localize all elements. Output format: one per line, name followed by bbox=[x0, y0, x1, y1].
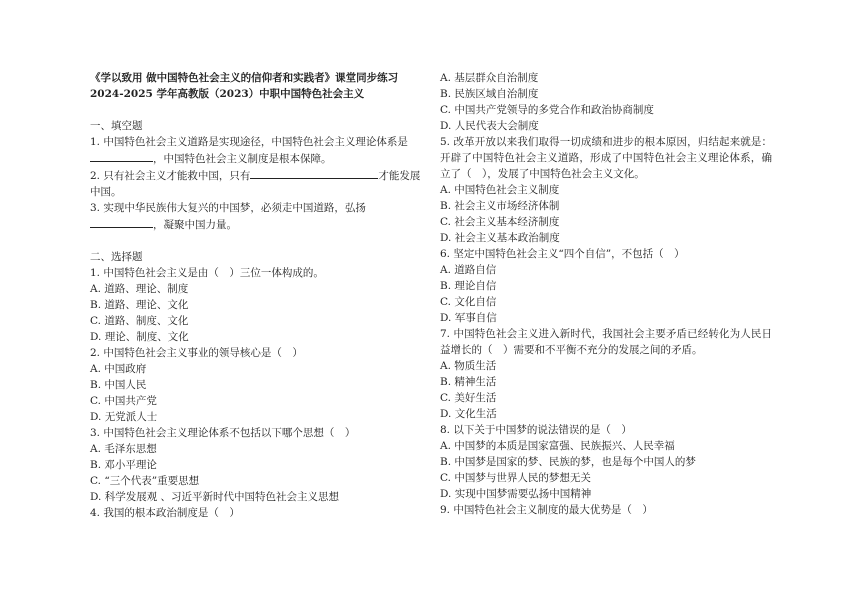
answer-option[interactable]: C. 社会主义基本经济制度 bbox=[440, 216, 560, 228]
answer-option[interactable]: B. 理论自信 bbox=[440, 280, 497, 292]
title-line-1: 《学以致用 做中国特色社会主义的信仰者和实践者》课堂同步练习 bbox=[90, 72, 399, 84]
fill-q1-line-2 bbox=[90, 150, 422, 167]
question-stem: 2. 中国特色社会主义事业的领导核心是（ ） bbox=[90, 347, 303, 359]
answer-option[interactable]: B. 民族区域自治制度 bbox=[440, 88, 539, 100]
left-question-list bbox=[90, 265, 422, 521]
fill-q2-head: 2. 只有社会主义才能救中国，只有 bbox=[90, 170, 251, 182]
answer-option[interactable]: D. 科学发展观 、习近平新时代中国特色社会主义思想 bbox=[90, 491, 340, 503]
answer-option[interactable]: C. 中国共产党 bbox=[90, 395, 157, 407]
answer-option[interactable]: C. 道路、制度、文化 bbox=[90, 315, 189, 327]
answer-blank[interactable] bbox=[90, 216, 153, 228]
answer-blank[interactable] bbox=[90, 150, 153, 162]
question-stem: 5. 改革开放以来我们取得一切成绩和进步的根本原因，归结起来就是：开辟了中国特色社会主义道路，形成了中国特色社会主义理论体系，确立了（ ），发展了中国特色社会主义文化。 bbox=[440, 136, 772, 180]
left-column bbox=[90, 70, 422, 521]
answer-option[interactable]: B. 邓小平理论 bbox=[90, 459, 157, 471]
answer-option[interactable]: C. “三个代表”重要思想 bbox=[90, 475, 200, 487]
fill-q1-line-1: 1. 中国特色社会主义道路是实现途径，中国特色社会主义理论体系是 bbox=[90, 136, 408, 148]
answer-option[interactable]: C. 中国共产党领导的多党合作和政治协商制度 bbox=[440, 104, 654, 116]
title-line-2: 2024-2025 学年高教版（2023）中职中国特色社会主义 bbox=[90, 88, 365, 100]
answer-option[interactable]: D. 军事自信 bbox=[440, 312, 497, 324]
answer-option[interactable]: A. 中国特色社会主义制度 bbox=[440, 184, 560, 196]
answer-option[interactable]: D. 社会主义基本政治制度 bbox=[440, 232, 560, 244]
fill-section-heading: 一、填空题 bbox=[90, 120, 143, 132]
answer-option[interactable]: A. 中国政府 bbox=[90, 363, 147, 375]
answer-option[interactable]: D. 实现中国梦需要弘扬中国精神 bbox=[440, 488, 592, 500]
question-stem: 3. 中国特色社会主义理论体系不包括以下哪个思想（ ） bbox=[90, 427, 356, 439]
answer-option[interactable]: A. 道路自信 bbox=[440, 264, 497, 276]
answer-option[interactable]: A. 基层群众自治制度 bbox=[440, 72, 539, 84]
answer-option[interactable]: B. 中国梦是国家的梦、民族的梦，也是每个中国人的梦 bbox=[440, 456, 696, 468]
answer-option[interactable]: C. 文化自信 bbox=[440, 296, 497, 308]
answer-option[interactable]: C. 中国梦与世界人民的梦想无关 bbox=[440, 472, 591, 484]
choice-section-heading: 二、选择题 bbox=[90, 251, 143, 263]
question-stem: 6. 坚定中国特色社会主义“四个自信”，不包括（ ） bbox=[440, 248, 685, 260]
question-stem: 4. 我国的根本政治制度是（ ） bbox=[90, 507, 240, 519]
answer-option[interactable]: B. 精神生活 bbox=[440, 376, 497, 388]
fill-q3-line-2 bbox=[90, 216, 422, 233]
answer-option[interactable]: A. 道路、理论、制度 bbox=[90, 283, 189, 295]
answer-option[interactable]: D. 理论、制度、文化 bbox=[90, 331, 189, 343]
answer-blank[interactable] bbox=[250, 167, 378, 179]
answer-option[interactable]: C. 美好生活 bbox=[440, 392, 497, 404]
answer-option[interactable]: A. 毛泽东思想 bbox=[90, 443, 157, 455]
right-column bbox=[440, 70, 772, 518]
question-stem: 1. 中国特色社会主义是由（ ）三位一体构成的。 bbox=[90, 267, 324, 279]
right-question-list bbox=[440, 70, 772, 518]
fill-q2-mid: 才能发展 bbox=[378, 170, 421, 182]
question-stem: 8. 以下关于中国梦的说法错误的是（ ） bbox=[440, 424, 632, 436]
answer-option[interactable]: D. 文化生活 bbox=[440, 408, 497, 420]
answer-option[interactable]: B. 中国人民 bbox=[90, 379, 147, 391]
answer-option[interactable]: D. 无党派人士 bbox=[90, 411, 158, 423]
answer-option[interactable]: A. 物质生活 bbox=[440, 360, 497, 372]
question-stem: 7. 中国特色社会主义进入新时代，我国社会主要矛盾已经转化为人民日益增长的（ ）需要和不平衡不充分的发展之间的矛盾。 bbox=[440, 328, 772, 356]
answer-option[interactable]: B. 社会主义市场经济体制 bbox=[440, 200, 560, 212]
fill-q1-tail: ，中国特色社会主义制度是根本保障。 bbox=[153, 153, 332, 165]
answer-option[interactable]: A. 中国梦的本质是国家富强、民族振兴、人民幸福 bbox=[440, 440, 675, 452]
fill-q3-line-1: 3. 实现中华民族伟大复兴的中国梦，必须走中国道路，弘扬 bbox=[90, 202, 366, 214]
answer-option[interactable]: B. 道路、理论、文化 bbox=[90, 299, 189, 311]
answer-option[interactable]: D. 人民代表大会制度 bbox=[440, 120, 539, 132]
fill-q2-line-1 bbox=[90, 167, 422, 184]
fill-q2-line-2: 中国。 bbox=[90, 186, 122, 198]
question-stem: 9. 中国特色社会主义制度的最大优势是（ ） bbox=[440, 504, 653, 516]
fill-q3-tail: ，凝聚中国力量。 bbox=[153, 219, 237, 231]
